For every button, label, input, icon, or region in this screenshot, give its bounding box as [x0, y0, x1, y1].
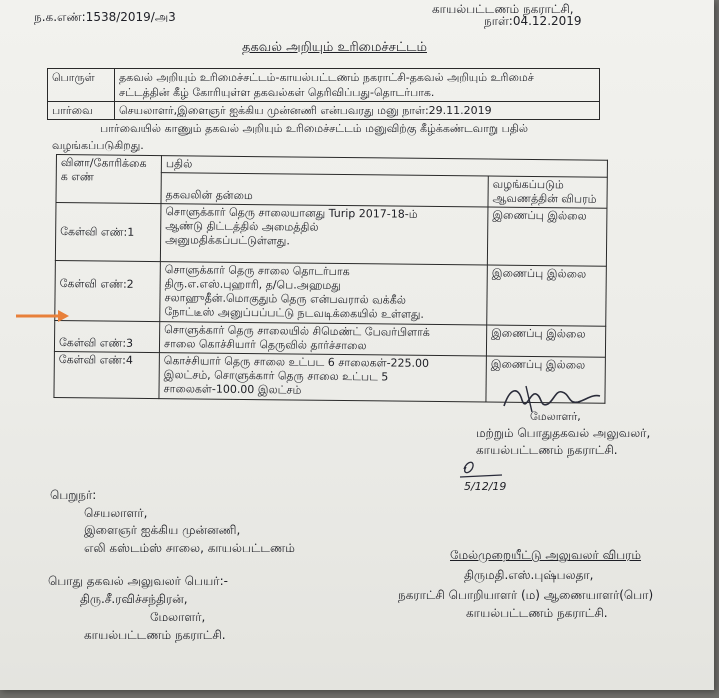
reply-header: பதில் [161, 156, 607, 178]
office-name-header: காயல்பட்டணம் நகராட்சி, [432, 2, 574, 16]
question-header-line-2: க எண் [60, 170, 94, 184]
attachment-status: இணைப்பு இல்லை [487, 265, 607, 326]
intro-line-1: பார்வையில் காணும் தகவல் அறியும் உரிமைச்சட்டம் மனுவிற்கு கீழ்க்கண்டவாறு பதில் [100, 122, 528, 135]
answer-line: சாலைகள்-100.00 இலட்சம் [163, 382, 302, 397]
answer-cell [160, 204, 488, 265]
answer-cell [159, 353, 486, 402]
recipient-line-2: இளைஞர் ஐக்கிய முன்னணி, [84, 523, 241, 537]
answer-cell [159, 322, 486, 356]
reference-number: ந.க.எண்:1538/2019/அ3 [34, 10, 176, 24]
table-row [55, 203, 607, 267]
pio-label: பொது தகவல் அலுவலர் பெயர்:- [48, 574, 228, 588]
answer-line: சொளுக்கார் தெரு சாலையானது Turip 2017-18-ம் [165, 205, 418, 221]
subject-line-2: சட்டத்தின் கீழ் கோரியுள்ள தகவல்கள் தெரிவிப்பது-தொடர்பாக. [119, 86, 435, 99]
question-number: கேள்வி எண்:3 [54, 320, 159, 352]
answer-line: நோட்டீஸ் அனுப்பப்பட்டு நடவடிக்கையில் உள்ளது. [164, 305, 425, 321]
initials-date: 5/12/19 [464, 480, 507, 493]
appellate-name: திருமதி.எஸ்.புஷ்பலதா, [464, 568, 594, 582]
signatory-designation: மற்றும் பொதுதகவல் அலுவலர், [476, 426, 651, 440]
answer-line: அனுமதிக்கப்பட்டுள்ளது. [165, 233, 290, 248]
attachment-status: இணைப்பு இல்லை [486, 356, 605, 403]
question-header-line-1: வினா/கோரிக்கை [60, 156, 147, 170]
answer-line: சொளுக்கார் தெரு சாலையில் சிமெண்ட் பேவர்பிளாக் [164, 323, 430, 339]
pio-name: திரு.சீ.ரவிச்சந்திரன், [80, 592, 188, 606]
signatory-office: காயல்பட்டணம் நகராட்சி. [476, 443, 618, 457]
answer-line: கொச்சியார் தெரு சாலை உட்பட 6 சாலைகள்-225.00 [163, 354, 430, 370]
subject-table [47, 68, 600, 120]
subject-line-1: தகவல் அறியும் உரிமைச்சட்டம்-காயல்பட்டணம் நகராட்சி-தகவல் அறியும் உரிமைச் [119, 71, 534, 84]
subject-label: பொருள் [48, 69, 115, 102]
provided-header-line-1: வழங்கப்படும் [492, 177, 564, 192]
document-date: நாள்:04.12.2019 [484, 14, 582, 28]
answer-line: சொளுக்கார் தெரு சாலை தொடர்பாக [164, 263, 350, 279]
reference-text: செயலாளர்,இளைஞர் ஐக்கிய முன்னணி என்பவரது மனு நாள்:29.11.2019 [115, 102, 600, 120]
pio-office: காயல்பட்டணம் நகராட்சி. [84, 628, 226, 642]
recipient-label: பெறுநர்: [50, 488, 97, 502]
subject-text [115, 69, 600, 102]
reply-table [53, 154, 608, 404]
provided-header [488, 176, 607, 208]
attachment-status: இணைப்பு இல்லை [486, 325, 605, 357]
appellate-designation: நகராட்சி பொறியாளர் (ம) ஆணையாளர்(பொ) [398, 588, 654, 602]
recipient-line-3: எலி கஸ்டம்ஸ் சாலை, காயல்பட்டணம் [84, 541, 295, 555]
attachment-status: இணைப்பு இல்லை [487, 207, 607, 266]
table-row [55, 260, 607, 326]
question-number: கேள்வி எண்:4 [54, 351, 159, 398]
appellate-label: மேல்முறையீட்டு அலுவலர் விபரம் [450, 548, 642, 562]
question-header [56, 155, 161, 204]
intro-line-2: வழங்கப்படுகிறது. [52, 139, 144, 152]
provided-header-line-2: ஆவணத்தின் விபரம் [492, 191, 597, 206]
signatory-title: மேலாளர், [530, 410, 581, 423]
answer-line: திரு.எ.எஸ்.புஹாரி, த/பெ.அஹமது [164, 277, 341, 292]
recipient-line-1: செயலாளர், [84, 506, 148, 520]
question-number: கேள்வி எண்:2 [55, 260, 161, 321]
arrow-icon [14, 309, 70, 323]
answer-cell [160, 262, 488, 325]
answer-line: சலாஹுதீன்.மொகுதும் தெரு என்பவரால் வக்கீல் [164, 291, 406, 307]
answer-line: சாலை கொச்சியார் தெருவில் தார்ச்சாலை [163, 337, 367, 353]
document-title: தகவல் அறியும் உரிமைச்சட்டம் [242, 40, 427, 55]
nature-header: தகவலின் தன்மை [161, 173, 488, 207]
answer-line: ஆண்டு திட்டத்தில் அமைத்தில் [165, 219, 319, 234]
appellate-office: காயல்பட்டணம் நகராட்சி. [466, 606, 608, 620]
answer-line: இலட்சம், சொளுக்கார் தெரு சாலை உட்பட 5 [163, 368, 389, 384]
reference-label: பார்வை [48, 102, 115, 120]
pio-designation: மேலாளர், [150, 610, 206, 624]
question-number: கேள்வி எண்:1 [55, 203, 161, 262]
